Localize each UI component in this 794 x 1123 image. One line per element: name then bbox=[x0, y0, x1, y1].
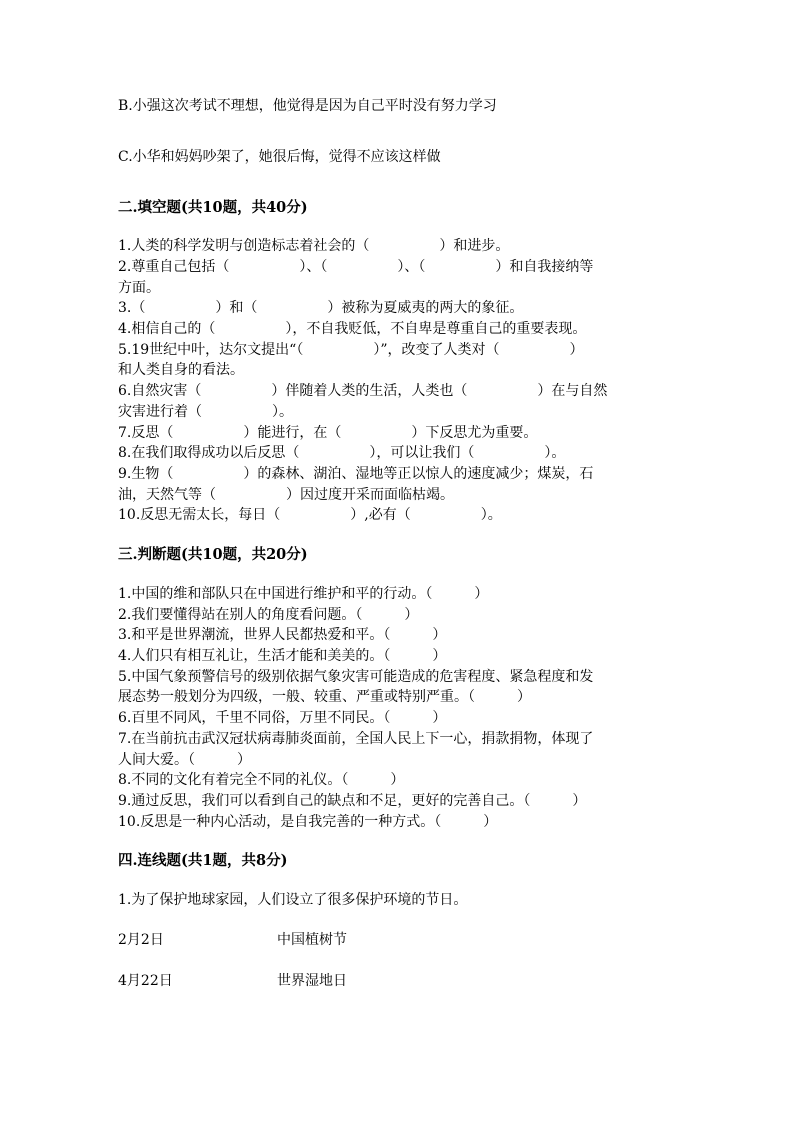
fill-line: 3.（ ）和（ ）被称为夏威夷的两大的象征。 bbox=[118, 300, 524, 316]
match-row bbox=[118, 971, 173, 991]
fill-line: 5.19世纪中叶，达尔文提出“（ ）”，改变了人类对（ ） bbox=[118, 342, 584, 358]
fill-line: 4.相信自己的（ ），不自我贬低，不自卑是尊重自己的重要表现。 bbox=[118, 321, 587, 337]
judge-line: 1.中国的维和部队只在中国进行维护和平的行动。（ ） bbox=[118, 586, 489, 602]
match-right: 中国植树节 bbox=[277, 932, 347, 948]
match-right: 世界湿地日 bbox=[277, 973, 347, 989]
judge-line: 人间大爱。（ ） bbox=[118, 752, 251, 768]
fill-line: 方面。 bbox=[118, 280, 160, 296]
fill-line: 灾害进行着（ ）。 bbox=[118, 404, 293, 420]
match-row bbox=[118, 930, 164, 950]
match-left: 2月2日 bbox=[118, 932, 164, 948]
judge-line: 2.我们要懂得站在别人的角度看问题。（ ） bbox=[118, 607, 419, 623]
judge-line: 3.和平是世界潮流，世界人民都热爱和平。（ ） bbox=[118, 627, 447, 643]
option-c: C.小华和妈妈吵架了，她很后悔，觉得不应该这样做 bbox=[118, 149, 441, 165]
judge-line: 7.在当前抗击武汉冠状病毒肺炎面前，全国人民上下一心，捐款捐物，体现了 bbox=[118, 731, 594, 747]
option-b: B.小强这次考试不理想，他觉得是因为自己平时没有努力学习 bbox=[118, 98, 497, 114]
fill-line: 10.反思无需太长，每日（ ）,必有（ ）。 bbox=[118, 507, 502, 523]
fill-line: 油，天然气等（ ）因过度开采而面临枯竭。 bbox=[118, 487, 454, 503]
fill-line: 6.自然灾害（ ）伴随着人类的生活，人类也（ ）在与自然 bbox=[118, 383, 608, 399]
section-heading-fill: 二.填空题(共10题，共40分) bbox=[118, 199, 308, 216]
judge-line: 5.中国气象预警信号的级别依据气象灾害可能造成的危害程度、紧急程度和发 bbox=[118, 669, 594, 685]
judge-line: 10.反思是一种内心活动，是自我完善的一种方式。（ ） bbox=[118, 814, 498, 830]
section-heading-judge: 三.判断题(共10题，共20分) bbox=[118, 546, 308, 563]
judge-line: 8.不同的文化有着完全不同的礼仪。（ ） bbox=[118, 772, 405, 788]
fill-line: 和人类自身的看法。 bbox=[118, 362, 244, 378]
fill-line: 7.反思（ ）能进行，在（ ）下反思尤为重要。 bbox=[118, 425, 538, 441]
judge-line: 9.通过反思，我们可以看到自己的缺点和不足，更好的完善自己。（ ） bbox=[118, 793, 587, 809]
judge-line: 4.人们只有相互礼让，生活才能和美美的。（ ） bbox=[118, 648, 447, 664]
judge-line: 6.百里不同风，千里不同俗，万里不同民。（ ） bbox=[118, 710, 447, 726]
fill-line: 2.尊重自己包括（ ）、（ ）、（ ）和自我接纳等 bbox=[118, 259, 594, 275]
section-heading-link: 四.连线题(共1题，共8分) bbox=[118, 852, 288, 869]
match-left: 4月22日 bbox=[118, 973, 173, 989]
fill-line: 1.人类的科学发明与创造标志着社会的（ ）和进步。 bbox=[118, 238, 510, 254]
fill-line: 9.生物（ ）的森林、湖泊、湿地等正以惊人的速度减少；煤炭，石 bbox=[118, 466, 594, 482]
judge-line: 展态势一般划分为四级，一般、较重、严重或特别严重。（ ） bbox=[118, 689, 531, 705]
fill-line: 8.在我们取得成功以后反思（ ），可以让我们（ ）。 bbox=[118, 445, 566, 461]
link-question: 1.为了保护地球家园，人们设立了很多保护环境的节日。 bbox=[118, 892, 468, 908]
